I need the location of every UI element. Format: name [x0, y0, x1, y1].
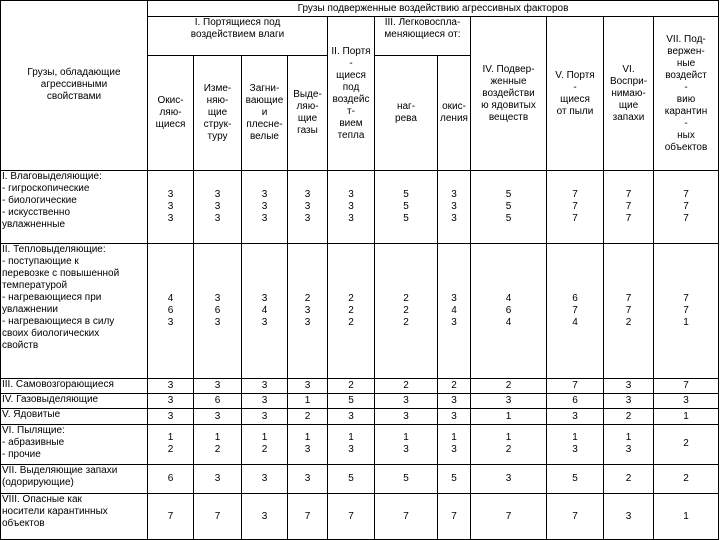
table-cell: 1 2	[148, 424, 194, 464]
table-row	[1, 465, 719, 494]
table-cell: 3	[242, 409, 288, 424]
table-cell: 5 5 5	[471, 170, 547, 243]
table-cell: 3	[438, 409, 471, 424]
table-cell: 3	[242, 494, 288, 540]
table-row	[1, 394, 719, 409]
table-cell: 6	[194, 394, 242, 409]
table-cell: 1	[654, 409, 719, 424]
table-cell: 2	[328, 379, 375, 394]
table-cell: 2 2 2	[375, 243, 438, 379]
table-row	[1, 170, 719, 243]
table-cell: 3 3 3	[194, 170, 242, 243]
group-header-odor: VI. Воспри- нимаю- щие запахи	[604, 17, 654, 171]
table-cell: 7 7 7	[654, 170, 719, 243]
group-header-flammable: III. Легковоспла- меняющиеся от:	[375, 17, 471, 55]
table-row	[1, 243, 719, 379]
table-cell: 1 3	[375, 424, 438, 464]
top-header: Грузы подверженные воздействию агрессивных факторов	[148, 1, 719, 17]
row-label: III. Самовозгорающиеся	[1, 379, 148, 394]
group-header-quarantine: VII. Под- вержен- ные воздейст - вию карантин - ных объектов	[654, 17, 719, 171]
table-row	[1, 409, 719, 424]
subheader-structure-changing: Изме- няю- щие струк- туру	[194, 55, 242, 170]
table-cell: 7	[288, 494, 328, 540]
row-label: VI. Пылящие: - абразивные - прочие	[1, 424, 148, 464]
table-cell: 3 3 3	[288, 170, 328, 243]
row-label: V. Ядовитые	[1, 409, 148, 424]
table-cell: 7	[375, 494, 438, 540]
table-cell: 3	[328, 409, 375, 424]
table-cell: 3	[547, 409, 604, 424]
row-label: II. Тепловыделяющие: - поступающие к перевозке с повышенной температурой - нагревающиеся при увлажнении - нагревающиеся в силу своих биологических свойств	[1, 243, 148, 379]
row-label: VIII. Опасные как носители карантинных объектов	[1, 494, 148, 540]
subheader-gas-emitting: Выде- ляю- щие газы	[288, 55, 328, 170]
table-cell: 7	[654, 379, 719, 394]
table-cell: 2	[375, 379, 438, 394]
table-cell: 3	[148, 409, 194, 424]
table-cell: 3 3 3	[242, 170, 288, 243]
table-cell: 2	[654, 465, 719, 494]
table-cell: 4 6 3	[148, 243, 194, 379]
table-row	[1, 379, 719, 394]
table-cell: 1 3	[547, 424, 604, 464]
table-cell: 3	[288, 465, 328, 494]
table-cell: 3	[194, 379, 242, 394]
table-cell: 3	[438, 394, 471, 409]
table-cell: 3	[242, 465, 288, 494]
row-label: I. Влаговыделяющие: - гигроскопические - биологические - искусственно увлажненные	[1, 170, 148, 243]
table-cell: 1 3	[604, 424, 654, 464]
table-cell: 3	[471, 465, 547, 494]
table-cell: 7	[547, 379, 604, 394]
table-cell: 7 7 1	[654, 243, 719, 379]
table-cell: 3	[471, 394, 547, 409]
table-cell: 3 3 3	[328, 170, 375, 243]
table-cell: 5	[328, 465, 375, 494]
subheader-oxidizing: Окис- ляю- щиеся	[148, 55, 194, 170]
group-header-moisture: I. Портящиеся под воздействием влаги	[148, 17, 328, 55]
subheader-rotting: Загни- вающие и плесне- велые	[242, 55, 288, 170]
group-header-toxic: IV. Подвер- женные воздействи ю ядовитых веществ	[471, 17, 547, 171]
table-cell: 3	[242, 379, 288, 394]
table-cell: 3	[194, 409, 242, 424]
table-cell: 1 2	[471, 424, 547, 464]
table-cell: 1 3	[288, 424, 328, 464]
group-header-heat: II. Портя - щиеся под воздейс т- вием тепла	[328, 17, 375, 171]
row-label: IV. Газовыделяющие	[1, 394, 148, 409]
table-cell: 3	[604, 394, 654, 409]
table-cell: 1 3	[438, 424, 471, 464]
table-cell: 2	[654, 424, 719, 464]
table-cell: 5	[375, 465, 438, 494]
group-header-dust: V. Портя - щиеся от пыли	[547, 17, 604, 171]
table-cell: 7 7 7	[604, 170, 654, 243]
table-cell: 7	[148, 494, 194, 540]
table-cell: 6 7 4	[547, 243, 604, 379]
table-cell: 3	[148, 379, 194, 394]
table-cell: 3 3 3	[148, 170, 194, 243]
table-cell: 7	[471, 494, 547, 540]
table-cell: 2 3 3	[288, 243, 328, 379]
corner-header: Грузы, обладающие агрессивными свойствами	[1, 1, 148, 171]
table-cell: 1	[471, 409, 547, 424]
table-cell: 1	[288, 394, 328, 409]
table-cell: 7	[547, 494, 604, 540]
table-cell: 3 4 3	[242, 243, 288, 379]
table-cell: 6	[148, 465, 194, 494]
table-cell: 3	[654, 394, 719, 409]
table-cell: 3	[194, 465, 242, 494]
table-cell: 3	[242, 394, 288, 409]
table-cell: 1 2	[242, 424, 288, 464]
table-cell: 1	[654, 494, 719, 540]
table-cell: 2 2 2	[328, 243, 375, 379]
table-cell: 3	[148, 394, 194, 409]
table-cell: 3	[375, 394, 438, 409]
table-cell: 7 7 2	[604, 243, 654, 379]
table-cell: 4 6 4	[471, 243, 547, 379]
table-cell: 6	[547, 394, 604, 409]
table-row	[1, 424, 719, 464]
table-cell: 5	[328, 394, 375, 409]
table-cell: 7	[438, 494, 471, 540]
table-cell: 7	[328, 494, 375, 540]
table-cell: 2	[438, 379, 471, 394]
table-cell: 3	[288, 379, 328, 394]
table-cell: 2	[604, 409, 654, 424]
table-cell: 2	[288, 409, 328, 424]
table-cell: 1 2	[194, 424, 242, 464]
table-cell: 2	[604, 465, 654, 494]
table-cell: 5	[547, 465, 604, 494]
table-cell: 3	[375, 409, 438, 424]
table-cell: 3 6 3	[194, 243, 242, 379]
table-cell: 3	[604, 494, 654, 540]
table-cell: 7	[194, 494, 242, 540]
table-cell: 5	[438, 465, 471, 494]
subheader-oxidation: окис- ления	[438, 55, 471, 170]
row-label: VII. Выделяющие запахи (одорирующие)	[1, 465, 148, 494]
table-cell: 5 5 5	[375, 170, 438, 243]
table-cell: 3	[604, 379, 654, 394]
table-row	[1, 494, 719, 540]
table-cell: 3 3 3	[438, 170, 471, 243]
table-cell: 1 3	[328, 424, 375, 464]
table-cell: 3 4 3	[438, 243, 471, 379]
table-cell: 7 7 7	[547, 170, 604, 243]
table-cell: 2	[471, 379, 547, 394]
subheader-heating: наг- рева	[375, 55, 438, 170]
